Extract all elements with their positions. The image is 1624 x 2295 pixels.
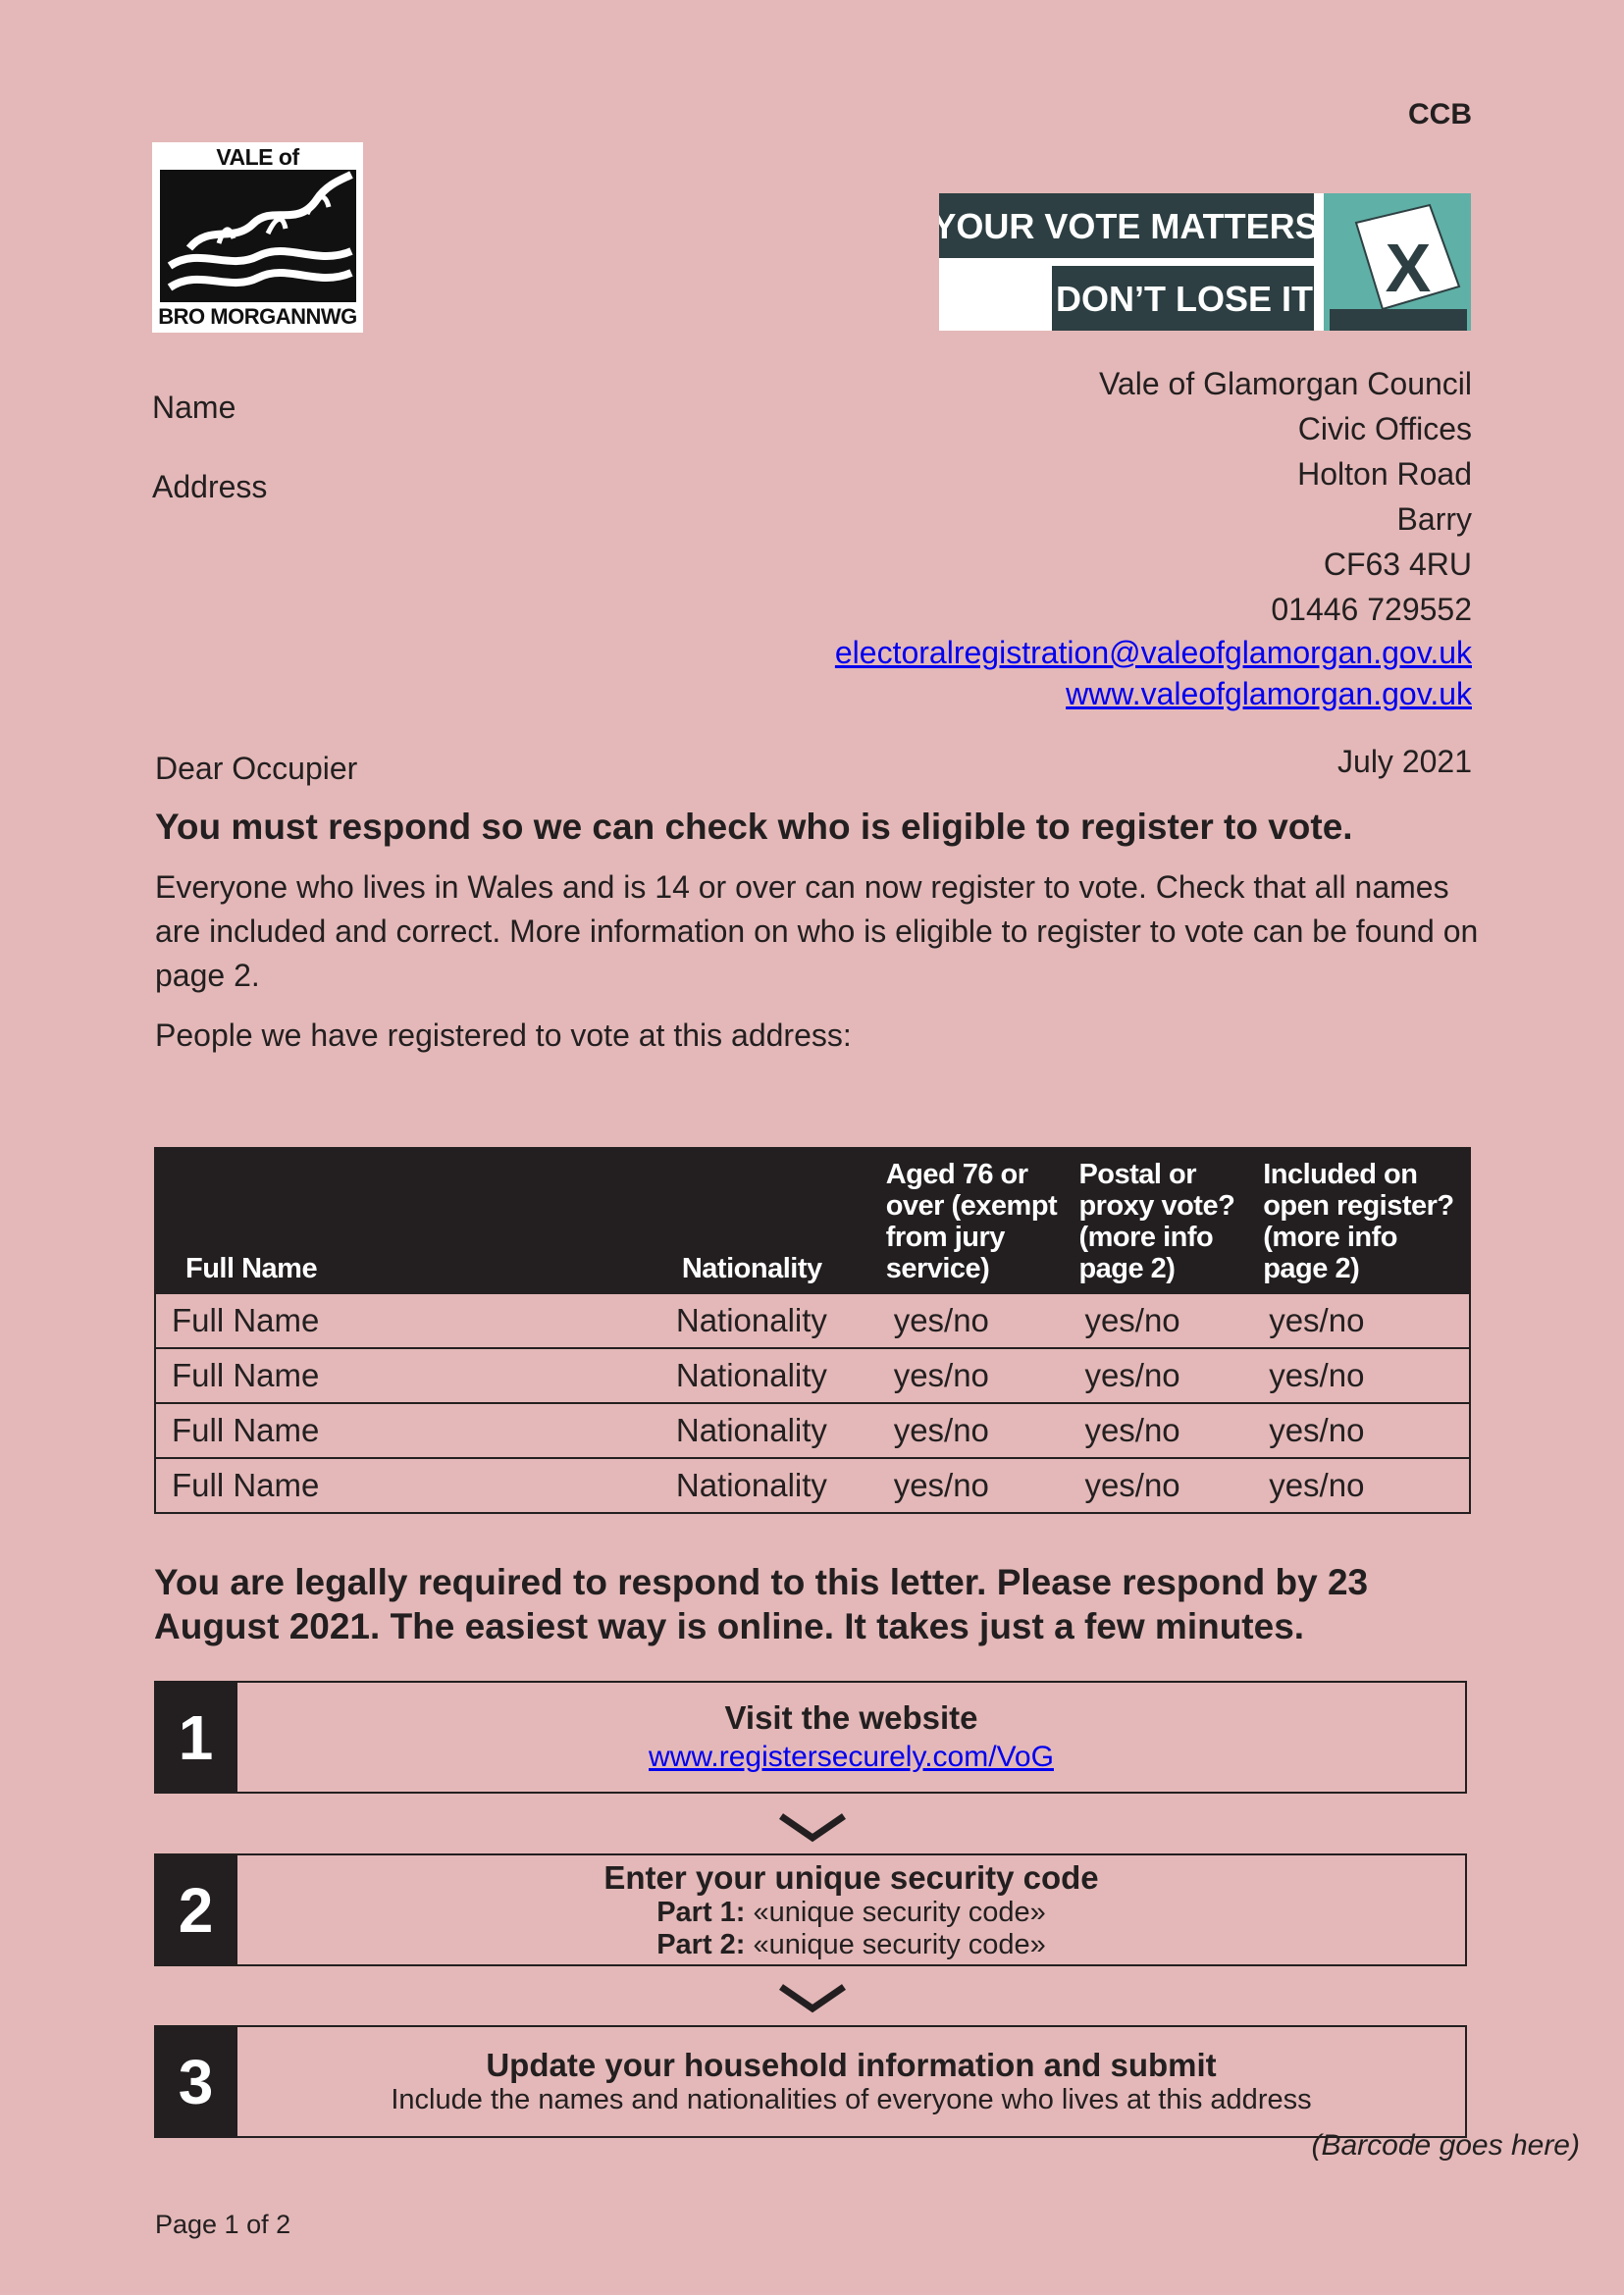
step-title: Update your household information and submit: [486, 2047, 1217, 2083]
table-row: [155, 1403, 1470, 1458]
council-line: CF63 4RU: [1323, 547, 1472, 582]
page-number: Page 1 of 2: [155, 2210, 291, 2239]
letter-heading: You must respond so we can check who is eligible to register to vote.: [155, 807, 1353, 847]
step-title: Visit the website: [724, 1699, 978, 1736]
intro-paragraph: Everyone who lives in Wales and is 14 or over can now register to vote. Check that all names are included and correct. More information on who is eligible to register to vote can be found on page 2.: [155, 869, 1479, 993]
cell-aged: yes/no: [886, 1348, 1079, 1403]
cell-open: yes/no: [1263, 1293, 1470, 1348]
banner-line1: YOUR VOTE MATTERS: [939, 206, 1319, 246]
table-row: [155, 1348, 1470, 1403]
part2-label: Part 2:: [656, 1929, 746, 1960]
header-open-line: open register?: [1263, 1190, 1454, 1222]
security-code-part1: «unique security code»: [753, 1897, 1046, 1928]
legal-requirement-notice: You are legally required to respond to this letter. Please respond by 23 August 2021. The easiest way is online. It takes just a few minutes.: [154, 1562, 1369, 1646]
step-number: 3: [154, 2025, 237, 2138]
council-address-block: [835, 361, 1472, 714]
cell-open: yes/no: [1263, 1348, 1470, 1403]
step-1-box: [154, 1681, 1467, 1794]
header-open-line: Included on: [1263, 1159, 1418, 1190]
ballot-x-icon: X: [1385, 230, 1432, 306]
logo-text-top: VALE of: [216, 144, 299, 170]
cell-name: Full Name: [155, 1293, 676, 1348]
header-open-line: page 2): [1263, 1253, 1360, 1284]
reference-code: CCB: [1408, 98, 1472, 130]
part1-label: Part 1:: [656, 1897, 746, 1928]
cell-nationality: Nationality: [676, 1458, 886, 1513]
header-aged: [886, 1148, 1079, 1293]
cell-name: Full Name: [155, 1458, 676, 1513]
registered-intro: People we have registered to vote at this address:: [155, 1017, 852, 1053]
cell-postal: yes/no: [1078, 1293, 1263, 1348]
council-phone: 01446 729552: [1271, 592, 1472, 627]
salutation: Dear Occupier: [155, 751, 358, 786]
header-aged-line: over (exempt: [885, 1190, 1058, 1222]
cell-nationality: Nationality: [676, 1348, 886, 1403]
recipient-name: Name: [152, 390, 236, 425]
recipient-address: Address: [152, 469, 268, 504]
step-title: Enter your unique security code: [603, 1859, 1099, 1896]
header-open-line: (more info: [1263, 1222, 1397, 1253]
cell-name: Full Name: [155, 1403, 676, 1458]
cell-nationality: Nationality: [676, 1403, 886, 1458]
banner-line2: DON’T LOSE IT: [1055, 279, 1314, 319]
cell-postal: yes/no: [1078, 1403, 1263, 1458]
header-aged-line: service): [885, 1253, 990, 1284]
council-website-link[interactable]: www.valeofglamorgan.gov.uk: [1066, 676, 1472, 711]
cell-postal: yes/no: [1078, 1348, 1263, 1403]
step-number: 2: [154, 1853, 237, 1966]
cell-name: Full Name: [155, 1348, 676, 1403]
cell-aged: yes/no: [886, 1403, 1079, 1458]
register-website-link[interactable]: www.registersecurely.com/VoG: [649, 1741, 1054, 1773]
table-row: [155, 1458, 1470, 1513]
cell-postal: yes/no: [1078, 1458, 1263, 1513]
cell-open: yes/no: [1263, 1458, 1470, 1513]
council-email-link[interactable]: electoralregistration@valeofglamorgan.gov.uk: [834, 635, 1472, 670]
logo-text-bottom: BRO MORGANNWG: [158, 304, 357, 329]
logo-waves-icon: [160, 170, 356, 302]
security-code-part2: «unique security code»: [753, 1929, 1046, 1960]
header-aged-line: Aged 76 or: [885, 1159, 1028, 1190]
header-aged-line: from jury: [885, 1222, 1005, 1253]
step-number: 1: [154, 1681, 237, 1794]
header-full-name: Full Name: [155, 1148, 676, 1293]
council-line: Vale of Glamorgan Council: [1098, 366, 1472, 401]
chevron-down-icon: [778, 1984, 847, 2013]
header-postal-line: page 2): [1078, 1253, 1176, 1284]
header-postal: [1078, 1148, 1263, 1293]
council-line: Civic Offices: [1297, 411, 1472, 446]
table-header-row: [155, 1148, 1470, 1293]
council-logo: [152, 142, 363, 333]
step-subtitle: Include the names and nationalities of everyone who lives at this address: [391, 2084, 1312, 2115]
header-postal-line: Postal or: [1078, 1159, 1197, 1190]
header-postal-line: proxy vote?: [1078, 1190, 1235, 1222]
step-2-box: [154, 1853, 1467, 1966]
chevron-down-icon: [778, 1813, 847, 1843]
your-vote-matters-banner: [939, 193, 1471, 331]
barcode-placeholder: (Barcode goes here): [1311, 2129, 1580, 2162]
cell-aged: yes/no: [886, 1458, 1079, 1513]
council-line: Holton Road: [1297, 456, 1472, 492]
cell-nationality: Nationality: [676, 1293, 886, 1348]
council-line: Barry: [1396, 501, 1472, 537]
letter-date: July 2021: [1337, 744, 1472, 779]
header-open-register: [1263, 1148, 1470, 1293]
cell-aged: yes/no: [886, 1293, 1079, 1348]
header-postal-line: (more info: [1078, 1222, 1214, 1253]
cell-open: yes/no: [1263, 1403, 1470, 1458]
registered-people-table: [154, 1147, 1471, 1514]
table-row: [155, 1293, 1470, 1348]
step-3-box: [154, 2025, 1467, 2138]
header-nationality: Nationality: [676, 1148, 886, 1293]
